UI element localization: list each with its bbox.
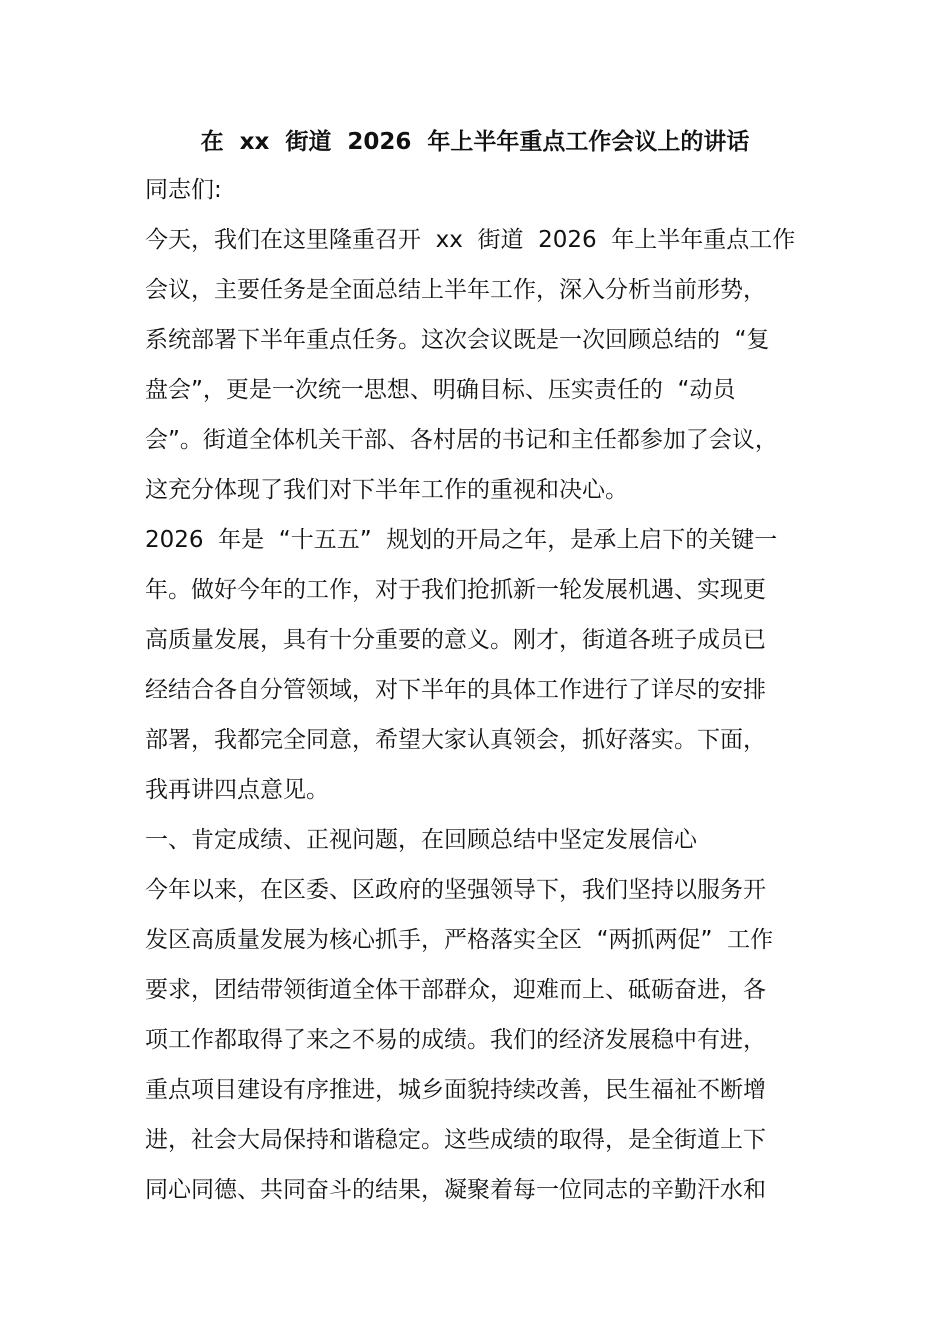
text-line: 经结合各自分管领域，对下半年的具体工作进行了详尽的安排 (145, 677, 766, 703)
text-line: 会”。街道全体机关干部、各村居的书记和主任都参加了会议， (145, 427, 778, 453)
text-line: 这充分体现了我们对下半年工作的重视和决心。 (145, 477, 628, 503)
document-title: 在 xx 街道 2026 年上半年重点工作会议上的讲话 (200, 129, 750, 155)
text-line: 要求，团结带领街道全体干部群众，迎难而上、砥砺奋进，各 (145, 977, 766, 1003)
text-line: 进，社会大局保持和谐稳定。这些成绩的取得，是全街道上下 (145, 1127, 766, 1153)
text-line: 今天，我们在这里隆重召开 xx 街道 2026 年上半年重点工作 (145, 227, 796, 253)
text-line: 系统部署下半年重点任务。这次会议既是一次回顾总结的 “复 (145, 327, 770, 353)
text-line: 同志们: (145, 177, 222, 203)
text-line: 年。做好今年的工作，对于我们抢抓新一轮发展机遇、实现更 (145, 577, 766, 603)
text-line: 2026 年是 “十五五” 规划的开局之年，是承上启下的关键一 (145, 527, 778, 553)
text-line: 会议，主要任务是全面总结上半年工作，深入分析当前形势， (145, 277, 766, 303)
text-line: 盘会”，更是一次统一思想、明确目标、压实责任的 “动员 (145, 377, 736, 403)
text-line: 重点项目建设有序推进，城乡面貌持续改善，民生福祉不断增 (145, 1077, 766, 1103)
text-line: 部署，我都完全同意，希望大家认真领会，抓好落实。下面， (145, 727, 766, 753)
section-heading: 一、肯定成绩、正视问题，在回顾总结中坚定发展信心 (145, 827, 697, 853)
text-line: 项工作都取得了来之不易的成绩。我们的经济发展稳中有进， (145, 1027, 766, 1053)
text-line: 今年以来，在区委、区政府的坚强领导下，我们坚持以服务开 (145, 877, 766, 903)
text-line: 高质量发展，具有十分重要的意义。刚才，街道各班子成员已 (145, 627, 766, 653)
text-line: 发区高质量发展为核心抓手，严格落实全区 “两抓两促” 工作 (145, 927, 774, 953)
text-line: 我再讲四点意见。 (145, 777, 329, 803)
text-line: 同心同德、共同奋斗的结果，凝聚着每一位同志的辛勤汗水和 (145, 1177, 766, 1203)
